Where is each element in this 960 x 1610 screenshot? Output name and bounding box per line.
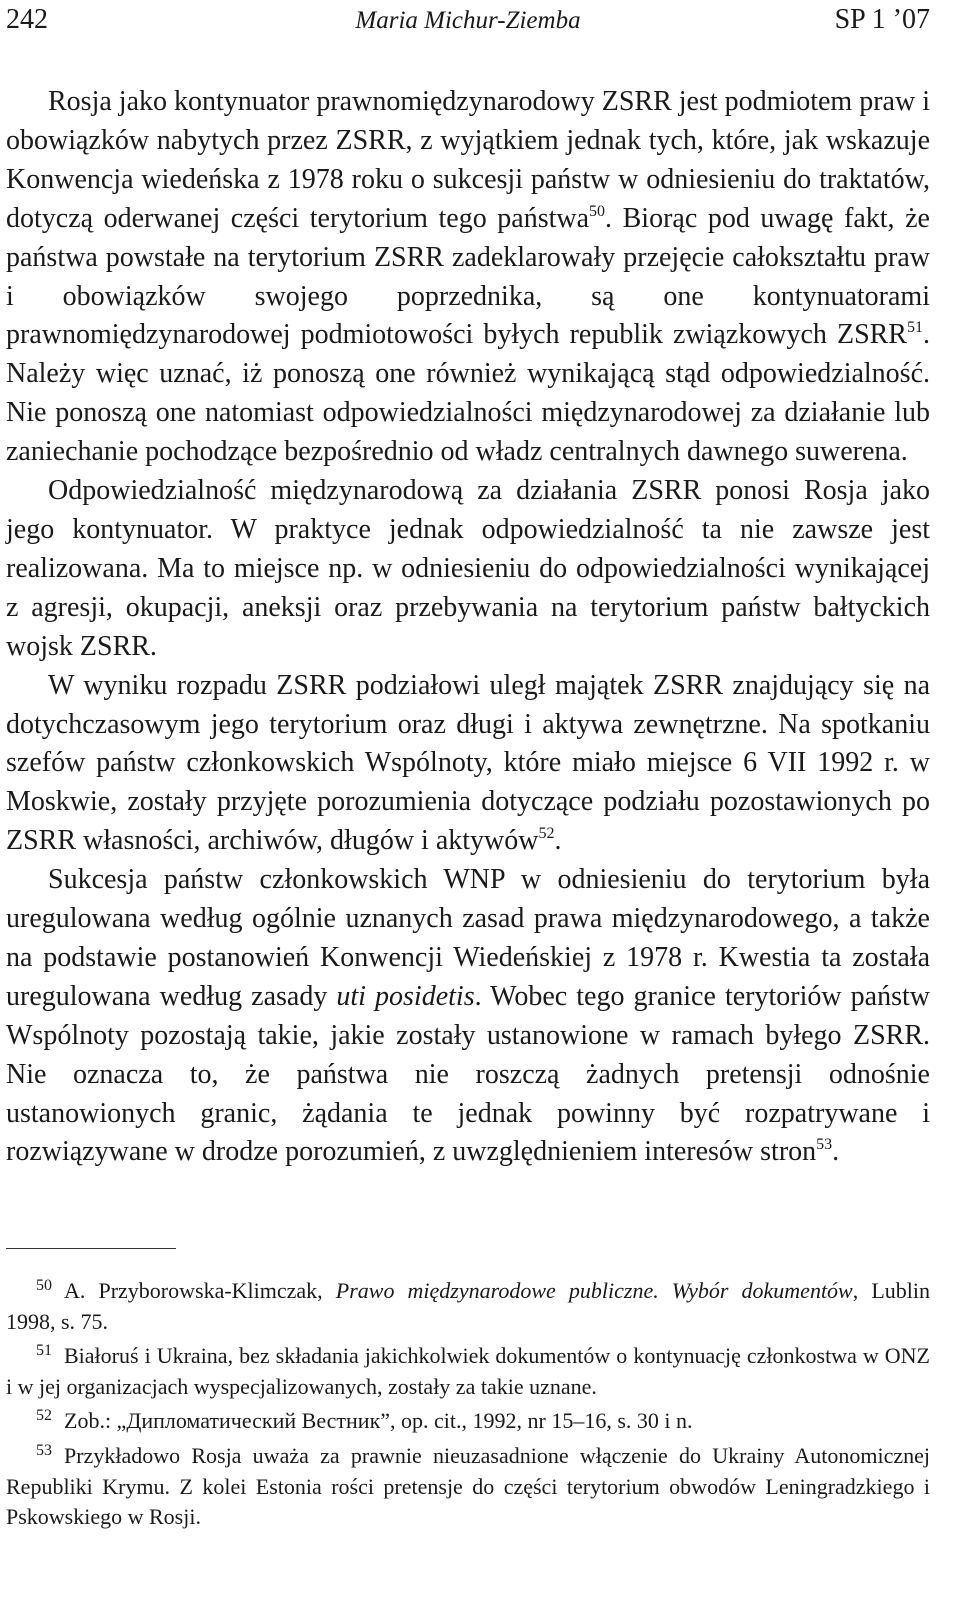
latin-term: uti posidetis	[336, 980, 475, 1012]
issue-label: SP 1 ’07	[834, 4, 930, 35]
paragraph-text: Sukcesja państw członkowskich WNP w odniesieniu do terytorium była uregulowana według ogólnie uznanych zasad prawa międzynarodowego, a także na podstawie postanowień Konwencji Wiedeńskiej z 1978 r. Kwestia ta została uregulowana według zasady	[6, 864, 930, 1012]
paragraph-text: .	[832, 1136, 840, 1168]
footnote-ref-50: 50	[589, 202, 606, 220]
paragraph	[6, 667, 930, 862]
footnote	[6, 1441, 930, 1533]
footnote-separator	[6, 1248, 176, 1249]
footnote-number: 51	[36, 1342, 52, 1360]
footnote-number: 52	[36, 1407, 52, 1425]
footnote-text: Białoruś i Ukraina, bez składania jakichkolwiek dokumentów o kontynuację członkostwa w ONZ i w jej organizacjach wyspecjalizowanych, zostały za takie uznane.	[6, 1343, 930, 1399]
paragraph-text: . Należy więc uznać, iż ponoszą one również wynikającą stąd odpowiedzialność. Nie ponoszą one natomiast odpowiedzialności międzynarodowej za działanie lub zaniechanie pochodzące bezpośrednio od władz centralnych dawnego suwerena.	[6, 319, 930, 468]
footnotes	[6, 1276, 930, 1537]
footnote-title: Prawo międzynarodowe publiczne. Wybór dokumentów	[335, 1278, 853, 1303]
page-number: 242	[6, 4, 48, 35]
footnote-text: Przykładowo Rosja uważa za prawnie nieuzasadnione włączenie do Ukrainy Autonomicznej Republiki Krymu. Z kolei Estonia rości pretensje do części terytorium obwodów Leningradzkiego i Pskowskiego w Rosji.	[6, 1442, 930, 1530]
footnote	[6, 1341, 930, 1402]
footnote-ref-53: 53	[816, 1136, 833, 1154]
paragraph	[6, 83, 930, 472]
footnote-ref-52: 52	[538, 825, 555, 843]
main-text	[6, 83, 930, 1172]
paragraph: Odpowiedzialność międzynarodową za działania ZSRR ponosi Rosja jako jego kontynuator. W praktyce jednak odpowiedzialność ta nie zawsze jest realizowana. Ma to miejsce np. w odniesieniu do odpowiedzialności wynikającej z agresji, okupacji, aneksji oraz przebywania na terytorium państw bałtyckich wojsk ZSRR.	[6, 475, 930, 662]
paragraph-text: Rosja jako kontynuator prawnomiędzynarodowy ZSRR jest podmiotem praw i obowiązków nabytych przez ZSRR, z wyjątkiem jednak tych, które, jak wskazuje Konwencja wiedeńska z 1978 roku o sukcesji państw w odniesieniu do traktatów, dotyczą oderwanej części terytorium tego państwa	[6, 86, 930, 234]
paragraph-text: . Wobec tego granice terytoriów państw Wspólnoty pozostają takie, jakie zostały ustanowione w ramach byłego ZSRR. Nie oznacza to, że państwa nie roszczą żadnych pretensji odnośnie ustanowionych granic, żądania te jednak powinny być rozpatrywane i rozwiązywane w drodze porozumień, z uwzględnieniem interesów stron	[6, 980, 930, 1168]
document-page	[6, 0, 930, 1530]
footnote-number: 53	[36, 1441, 52, 1459]
paragraph	[6, 861, 930, 1172]
footnote-ref-51: 51	[907, 319, 923, 337]
footnote-text: Zob.: „Дипломатический Вестник”, op. cit., 1992, nr 15–16, s. 30 i n.	[64, 1408, 693, 1434]
paragraph-text: . Biorąc pod uwagę fakt, że państwa powstałe na terytorium ZSRR zadeklarowały przejęcie całokształtu praw i obowiązków swojego poprzednika, są one kontynuatorami prawnomiędzynarodowej podmiotowości byłych republik związkowych ZSRR	[6, 202, 930, 351]
running-header	[6, 4, 930, 44]
paragraph-text: W wyniku rozpadu ZSRR podziałowi uległ majątek ZSRR znajdujący się na dotychczasowym jego terytorium oraz długi i aktywa zewnętrzne. Na spotkaniu szefów państw członkowskich Wspólnoty, które miało miejsce 6 VII 1992 r. w Moskwie, zostały przyjęte porozumienia dotyczące podziału pozostawionych po ZSRR własności, archiwów, długów i aktywów	[6, 669, 930, 857]
footnote	[6, 1276, 930, 1337]
footnote-text: , Lublin 1998, s. 75.	[6, 1278, 930, 1334]
running-author: Maria Michur-Ziemba	[355, 7, 581, 34]
footnote-text: A. Przyborowska-Klimczak,	[64, 1278, 336, 1303]
paragraph-text: .	[554, 825, 562, 857]
footnote	[6, 1406, 930, 1437]
footnote-number: 50	[36, 1277, 52, 1294]
